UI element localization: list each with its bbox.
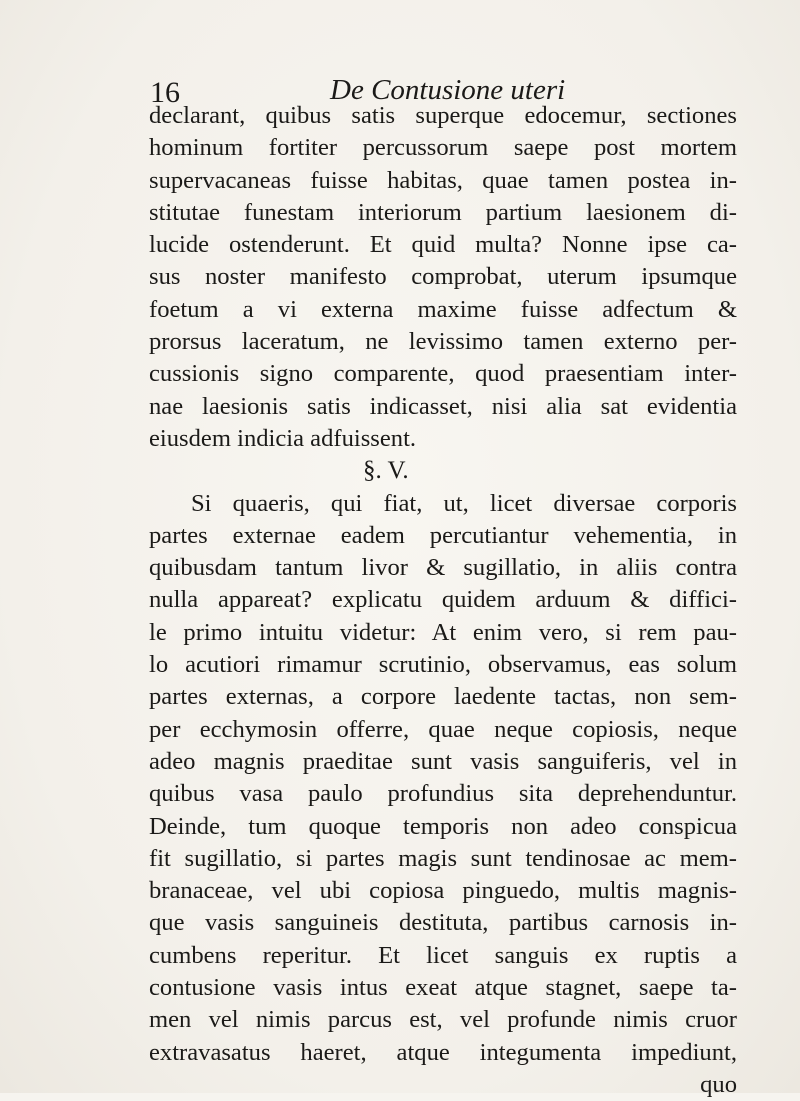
text-line: le primo intuitu videtur: At enim vero, si rem pau-: [149, 618, 737, 646]
text-line: foetum a vi externa maxime fuisse adfectum &: [149, 295, 737, 323]
text-line: nulla appareat? explicatu quidem arduum & diffici-: [149, 586, 737, 614]
running-title: De Contusione uteri: [330, 74, 566, 106]
catchword: quo: [700, 1070, 737, 1098]
text-line: Deinde, tum quoque temporis non adeo conspicua: [149, 812, 737, 840]
text-line: quibus vasa paulo profundius sita deprehenduntur.: [149, 780, 737, 808]
text-line: branaceae, vel ubi copiosa pinguedo, multis magnis-: [149, 877, 737, 905]
text-line: que vasis sanguineis destituta, partibus carnosis in-: [149, 909, 737, 937]
text-line: contusione vasis intus exeat atque stagnet, saepe ta-: [149, 974, 737, 1002]
page-number: 16: [150, 76, 180, 109]
text-line: cumbens reperitur. Et licet sanguis ex ruptis a: [149, 941, 737, 969]
text-line: cussionis signo comparente, quod praesentiam inter-: [149, 360, 737, 388]
text-line: per ecchymosin offerre, quae neque copiosis, neque: [149, 715, 737, 743]
text-line: stitutae funestam interiorum partium laesionem di-: [149, 198, 737, 226]
text-line: eiusdem indicia adfuissent.: [149, 424, 417, 452]
text-line: prorsus laceratum, ne levissimo tamen externo per-: [149, 328, 737, 356]
text-line: lucide ostenderunt. Et quid multa? Nonne ipse ca-: [149, 231, 737, 259]
text-line: sus noster manifesto comprobat, uterum ipsumque: [149, 263, 737, 291]
section-heading: §. V.: [363, 457, 409, 485]
text-line: Si quaeris, qui fiat, ut, licet diversae corporis: [191, 489, 737, 517]
text-line: partes externae eadem percutiantur vehementia, in: [149, 521, 737, 549]
text-line: adeo magnis praeditae sunt vasis sanguiferis, vel in: [149, 747, 737, 775]
body-text: [149, 100, 737, 1101]
text-line: fit sugillatio, si partes magis sunt tendinosae ac mem-: [149, 844, 737, 872]
text-line: men vel nimis parcus est, vel profunde nimis cruor: [149, 1006, 737, 1034]
text-line: extravasatus haeret, atque integumenta impediunt,: [149, 1038, 737, 1066]
text-line: partes externas, a corpore laedente tactas, non sem-: [149, 683, 737, 711]
text-line: nae laesionis satis indicasset, nisi alia sat evidentia: [149, 392, 737, 420]
text-line: supervacaneas fuisse habitas, quae tamen postea in-: [149, 166, 737, 194]
text-line: quibusdam tantum livor & sugillatio, in aliis contra: [149, 554, 737, 582]
text-line: hominum fortiter percussorum saepe post mortem: [149, 134, 737, 162]
text-line: declarant, quibus satis superque edocemur, sectiones: [149, 102, 737, 129]
text-line: lo acutiori rimamur scrutinio, observamus, eas solum: [149, 651, 737, 679]
